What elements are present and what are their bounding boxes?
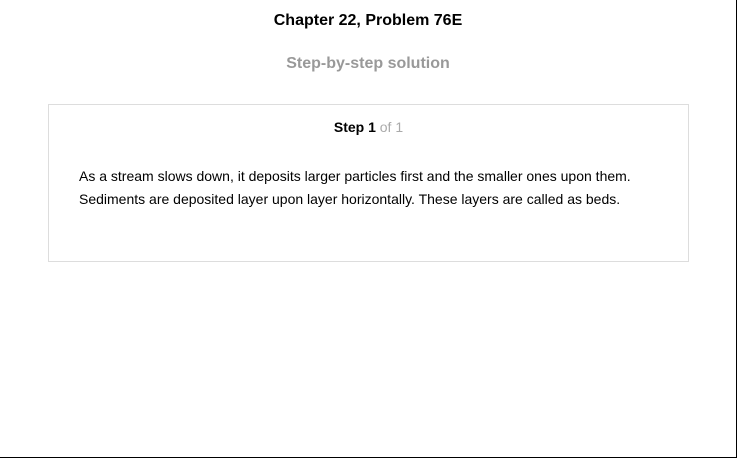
step-body [79, 165, 669, 211]
step-card [48, 104, 689, 262]
step-label: Step 1 [333, 119, 376, 135]
step-total: of 1 [379, 119, 404, 135]
step-text-line: Sediments are deposited layer upon layer horizontally. These layers are called as beds. [79, 191, 621, 207]
solution-subtitle: Step-by-step solution [286, 55, 450, 72]
step-text-line: As a stream slows down, it deposits larger particles first and the smaller ones upon them. [79, 168, 631, 184]
step-header [49, 119, 688, 135]
chapter-problem-title: Chapter 22, Problem 76E [273, 12, 463, 29]
